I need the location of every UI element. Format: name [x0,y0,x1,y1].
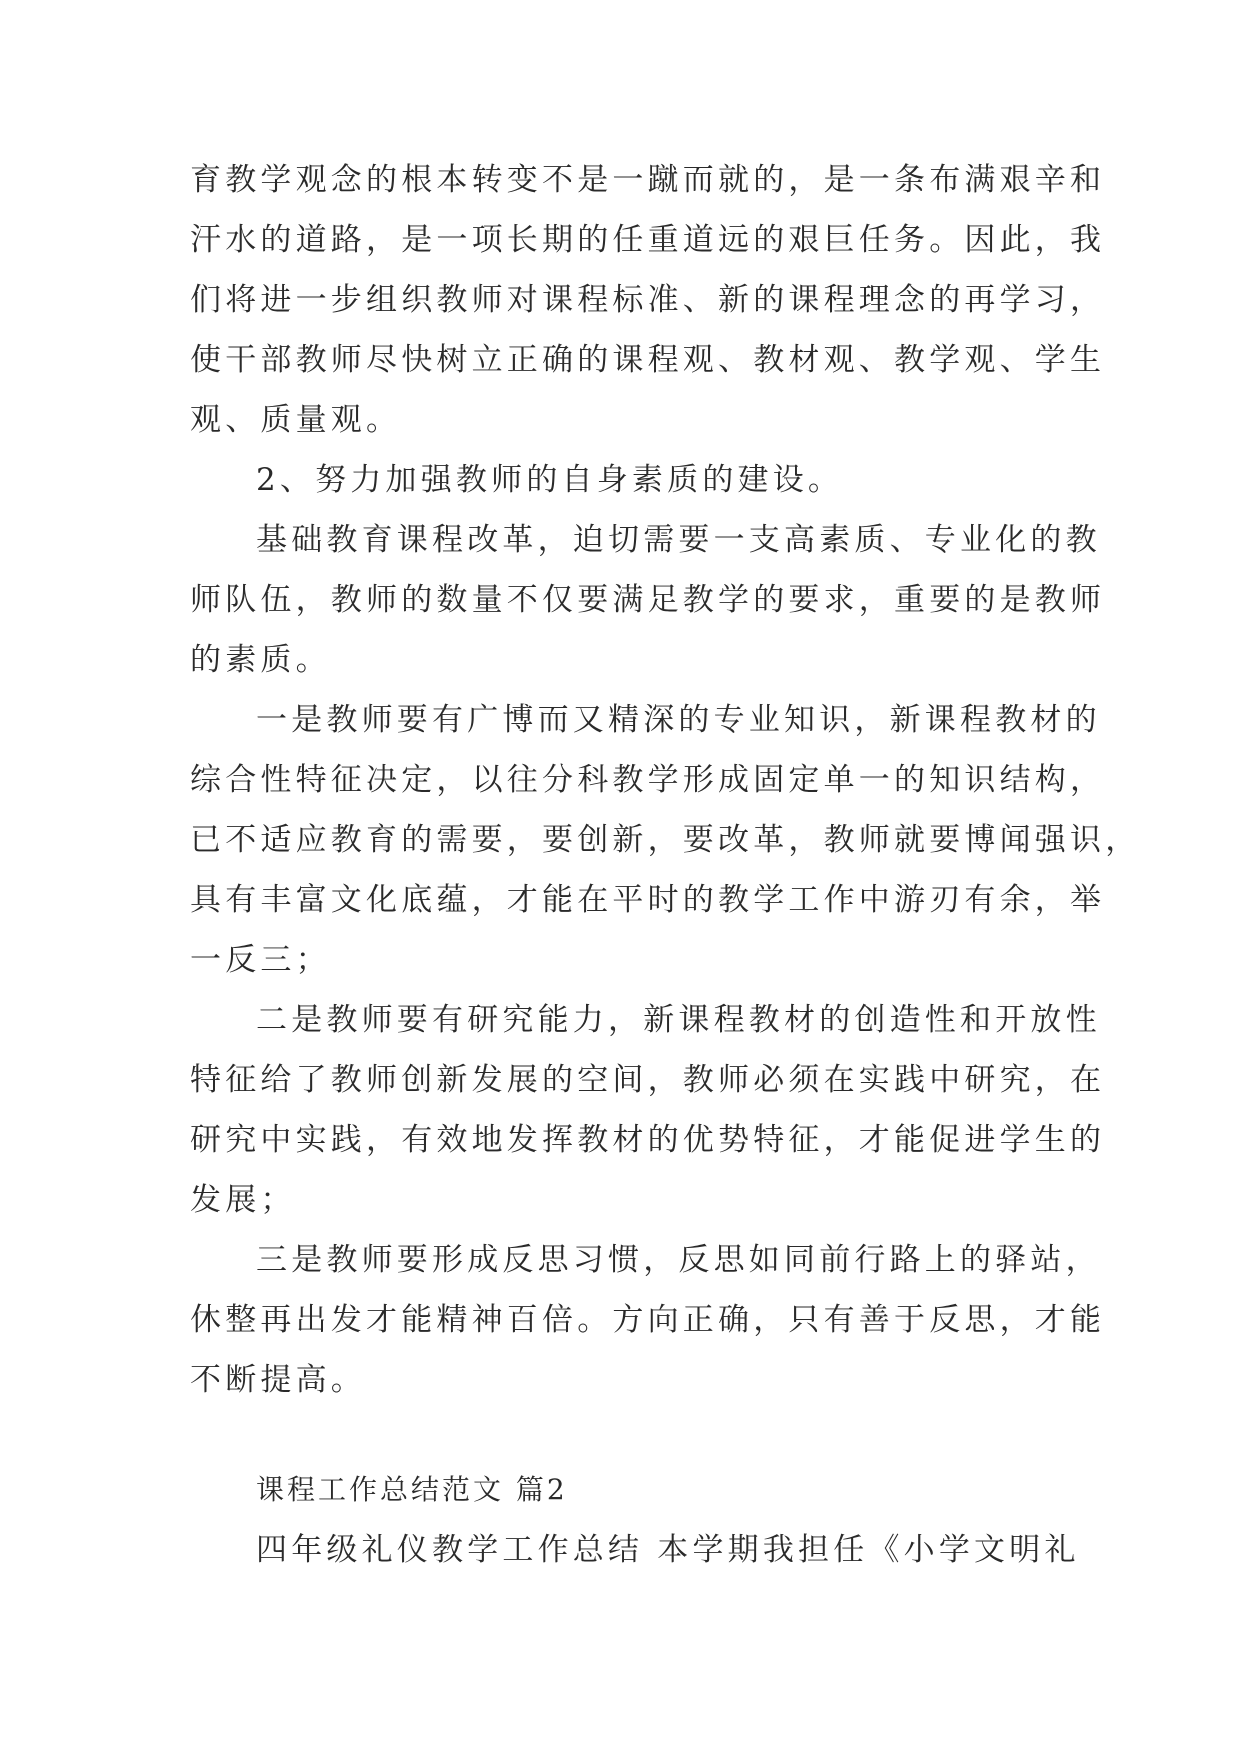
body-line: 特征给了教师创新发展的空间，教师必须在实践中研究，在 [190,1062,1106,1098]
body-line: 四年级礼仪教学工作总结 本学期我担任《小学文明礼 [256,1532,1080,1568]
body-line: 研究中实践，有效地发挥教材的优势特征，才能促进学生的 [190,1122,1106,1158]
body-line: 汗水的道路，是一项长期的任重道远的艰巨任务。因此，我 [190,222,1106,258]
section-heading: 课程工作总结范文 篇2 [256,1473,568,1506]
body-line: 发展； [190,1182,296,1218]
numbered-subheading: 2、努力加强教师的自身素质的建设。 [256,462,844,498]
body-line: 二是教师要有研究能力，新课程教材的创造性和开放性 [256,1002,1101,1038]
body-line: 具有丰富文化底蕴，才能在平时的教学工作中游刃有余，举 [190,882,1106,918]
body-line: 基础教育课程改革，迫切需要一支高素质、专业化的教 [256,522,1101,558]
body-line: 休整再出发才能精神百倍。方向正确，只有善于反思，才能 [190,1302,1106,1338]
body-line: 育教学观念的根本转变不是一蹴而就的，是一条布满艰辛和 [190,162,1106,198]
body-line: 观、质量观。 [190,402,402,438]
body-line: 们将进一步组织教师对课程标准、新的课程理念的再学习， [190,282,1106,318]
body-line: 的素质。 [190,642,331,678]
body-line: 已不适应教育的需要，要创新，要改革，教师就要博闻强识， [190,822,1141,858]
body-line: 师队伍，教师的数量不仅要满足教学的要求，重要的是教师 [190,582,1106,618]
body-line: 使干部教师尽快树立正确的课程观、教材观、教学观、学生 [190,342,1106,378]
body-line: 综合性特征决定，以往分科教学形成固定单一的知识结构， [190,762,1106,798]
body-line: 三是教师要形成反思习惯，反思如同前行路上的驿站， [256,1242,1101,1278]
body-line: 一反三； [190,942,331,978]
body-line: 不断提高。 [190,1362,366,1398]
body-line: 一是教师要有广博而又精深的专业知识，新课程教材的 [256,702,1101,738]
